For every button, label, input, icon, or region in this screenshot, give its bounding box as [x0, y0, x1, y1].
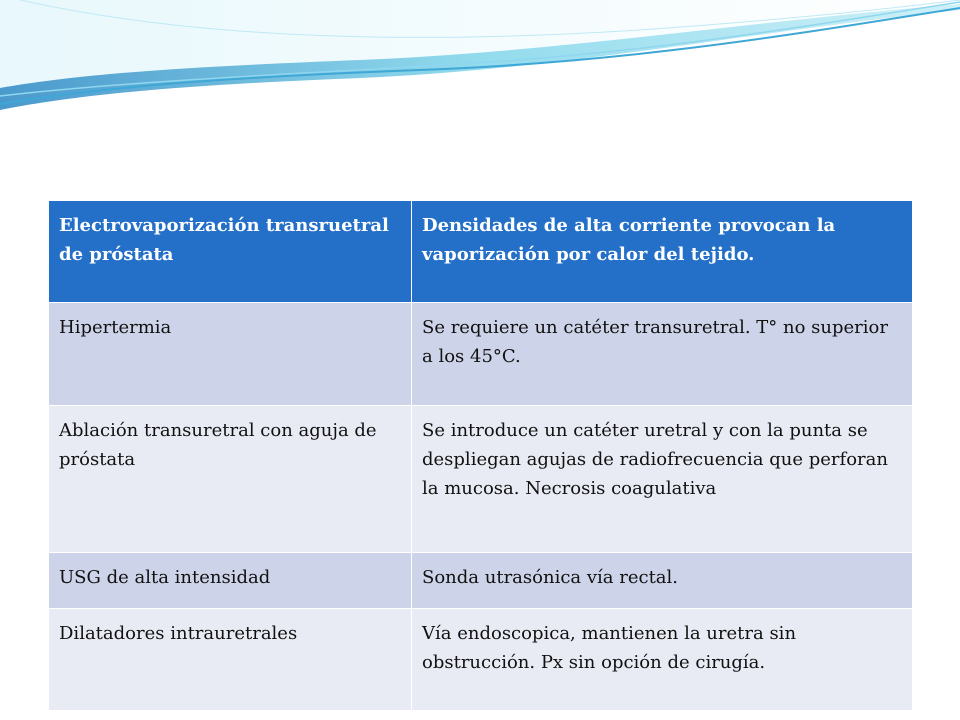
table-row	[49, 609, 913, 711]
table-cell: Hipertermia	[49, 303, 412, 406]
table-cell: Ablación transuretral con aguja de próstata	[49, 406, 412, 553]
table-cell: USG de alta intensidad	[49, 553, 412, 609]
table-cell: Vía endoscopica, mantienen la uretra sin obstrucción. Px sin opción de cirugía.	[412, 609, 913, 711]
table-row	[49, 303, 913, 406]
table-cell: Se introduce un catéter uretral y con la punta se despliegan agujas de radiofrecuencia que perforan la mucosa. Necrosis coagulativa	[412, 406, 913, 553]
table-cell: Sonda utrasónica vía rectal.	[412, 553, 913, 609]
table-row	[49, 553, 913, 609]
treatment-table	[48, 200, 913, 711]
table-cell: Se requiere un catéter transuretral. T° no superior a los 45°C.	[412, 303, 913, 406]
table-header-row	[49, 201, 913, 303]
table-row	[49, 406, 913, 553]
table-cell: Densidades de alta corriente provocan la vaporización por calor del tejido.	[412, 201, 913, 303]
table-cell: Dilatadores intrauretrales	[49, 609, 412, 711]
decorative-wave-header	[0, 0, 960, 130]
table-cell: Electrovaporización transruetral de próstata	[49, 201, 412, 303]
